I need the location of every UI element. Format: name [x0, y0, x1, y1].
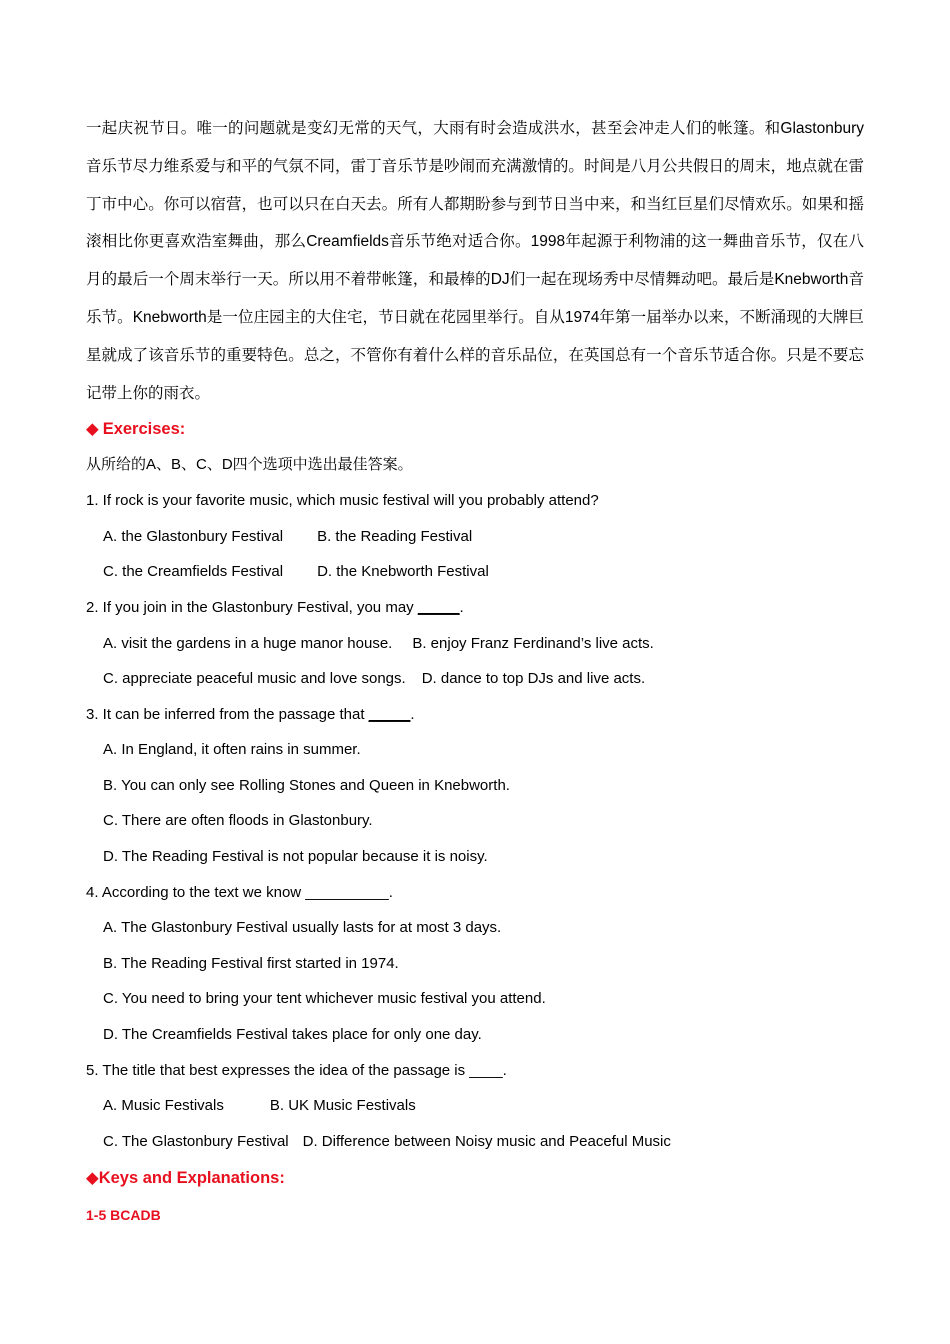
keys-heading	[86, 1168, 285, 1188]
q3-option-b: B. You can only see Rolling Stones and Queen in Knebworth.	[103, 777, 510, 794]
diamond-bullet-icon: ◆	[86, 420, 99, 438]
q1-option-d: D. the Knebworth Festival	[317, 563, 489, 580]
q4-option-a: A. The Glastonbury Festival usually lasts for at most 3 days.	[103, 919, 502, 936]
q3-option-c: C. There are often floods in Glastonbury.	[103, 812, 373, 829]
q2-answer-blank: _____	[417, 599, 460, 616]
q2-option-a: A. visit the gardens in a huge manor house.	[103, 635, 393, 652]
q2-option-b: B. enjoy Franz Ferdinand’s live acts.	[412, 635, 654, 652]
question-2-stem	[86, 598, 464, 618]
exercises-heading	[86, 419, 185, 439]
q5-option-d: D. Difference between Noisy music and Peaceful Music	[302, 1133, 671, 1150]
q2-option-d: D. dance to top DJs and live acts.	[421, 670, 646, 687]
question-5-options-cd	[103, 1132, 671, 1152]
answer-key: 1-5 BCADB	[86, 1207, 161, 1223]
q3-stem-end: .	[410, 706, 415, 723]
q4-option-d: D. The Creamfields Festival takes place for only one day.	[103, 1026, 482, 1043]
q3-answer-blank: _____	[368, 706, 411, 723]
q2-stem-end: .	[459, 599, 464, 616]
question-5-stem: 5. The title that best expresses the idea of the passage is ____.	[86, 1062, 507, 1079]
q1-option-a: A. the Glastonbury Festival	[103, 528, 284, 545]
exercises-heading-text: Exercises:	[102, 420, 186, 438]
question-2-options-cd	[103, 669, 645, 689]
q3-option-d: D. The Reading Festival is not popular because it is noisy.	[103, 848, 488, 865]
q3-option-a: A. In England, it often rains in summer.	[103, 741, 361, 758]
question-3-stem	[86, 705, 415, 725]
question-2-options-ab	[103, 634, 654, 654]
question-1-options-cd	[103, 562, 489, 582]
q1-option-b: B. the Reading Festival	[317, 528, 473, 545]
diamond-bullet-icon: ◆	[86, 1169, 99, 1187]
question-1-options-ab	[103, 527, 472, 547]
q3-stem-text: 3. It can be inferred from the passage that	[86, 706, 369, 723]
exercise-instruction: 从所给的A、B、C、D四个选项中选出最佳答案。	[86, 456, 413, 473]
q2-stem-text: 2. If you join in the Glastonbury Festival, you may	[86, 599, 418, 616]
q1-option-c: C. the Creamfields Festival	[103, 563, 284, 580]
question-1-stem: 1. If rock is your favorite music, which music festival will you probably attend?	[86, 492, 599, 509]
q5-option-b: B. UK Music Festivals	[269, 1097, 416, 1114]
question-5-options-ab	[103, 1096, 416, 1116]
q5-option-a: A. Music Festivals	[103, 1097, 224, 1114]
question-4-stem: 4. According to the text we know __________.	[86, 884, 393, 901]
passage-translation: 一起庆祝节日。唯一的问题就是变幻无常的天气，大雨有时会造成洪水，甚至会冲走人们的帐篷。和Glastonbury音乐节尽力维系爱与和平的气氛不同，雷丁音乐节是吵闹而充满激情的。时间是八月公共假日的周末，地点就在雷丁市中心。你可以宿营，也可以只在白天去。所有人都期盼参与到节日当中来，和当红巨星们尽情欢乐。如果和摇滚相比你更喜欢浩室舞曲，那么Creamfields音乐节绝对适合你。1998年起源于利物浦的这一舞曲音乐节，仅在八月的最后一个周末举行一天。所以用不着带帐篷，和最棒的DJ们一起在现场秀中尽情舞动吧。最后是Knebworth音乐节。Knebworth是一位庄园主的大住宅，节日就在花园里举行。自从1974年第一届举办以来，不断涌现的大牌巨星就成了该音乐节的重要特色。总之，不管你有着什么样的音乐品位，在英国总有一个音乐节适合你。只是不要忘记带上你的雨衣。	[86, 120, 864, 402]
keys-heading-text: Keys and Explanations:	[98, 1169, 285, 1187]
q5-option-c: C. The Glastonbury Festival	[103, 1133, 289, 1150]
q4-option-c: C. You need to bring your tent whichever music festival you attend.	[103, 990, 546, 1007]
q4-option-b: B. The Reading Festival first started in 1974.	[103, 955, 399, 972]
q2-option-c: C. appreciate peaceful music and love songs.	[103, 670, 406, 687]
